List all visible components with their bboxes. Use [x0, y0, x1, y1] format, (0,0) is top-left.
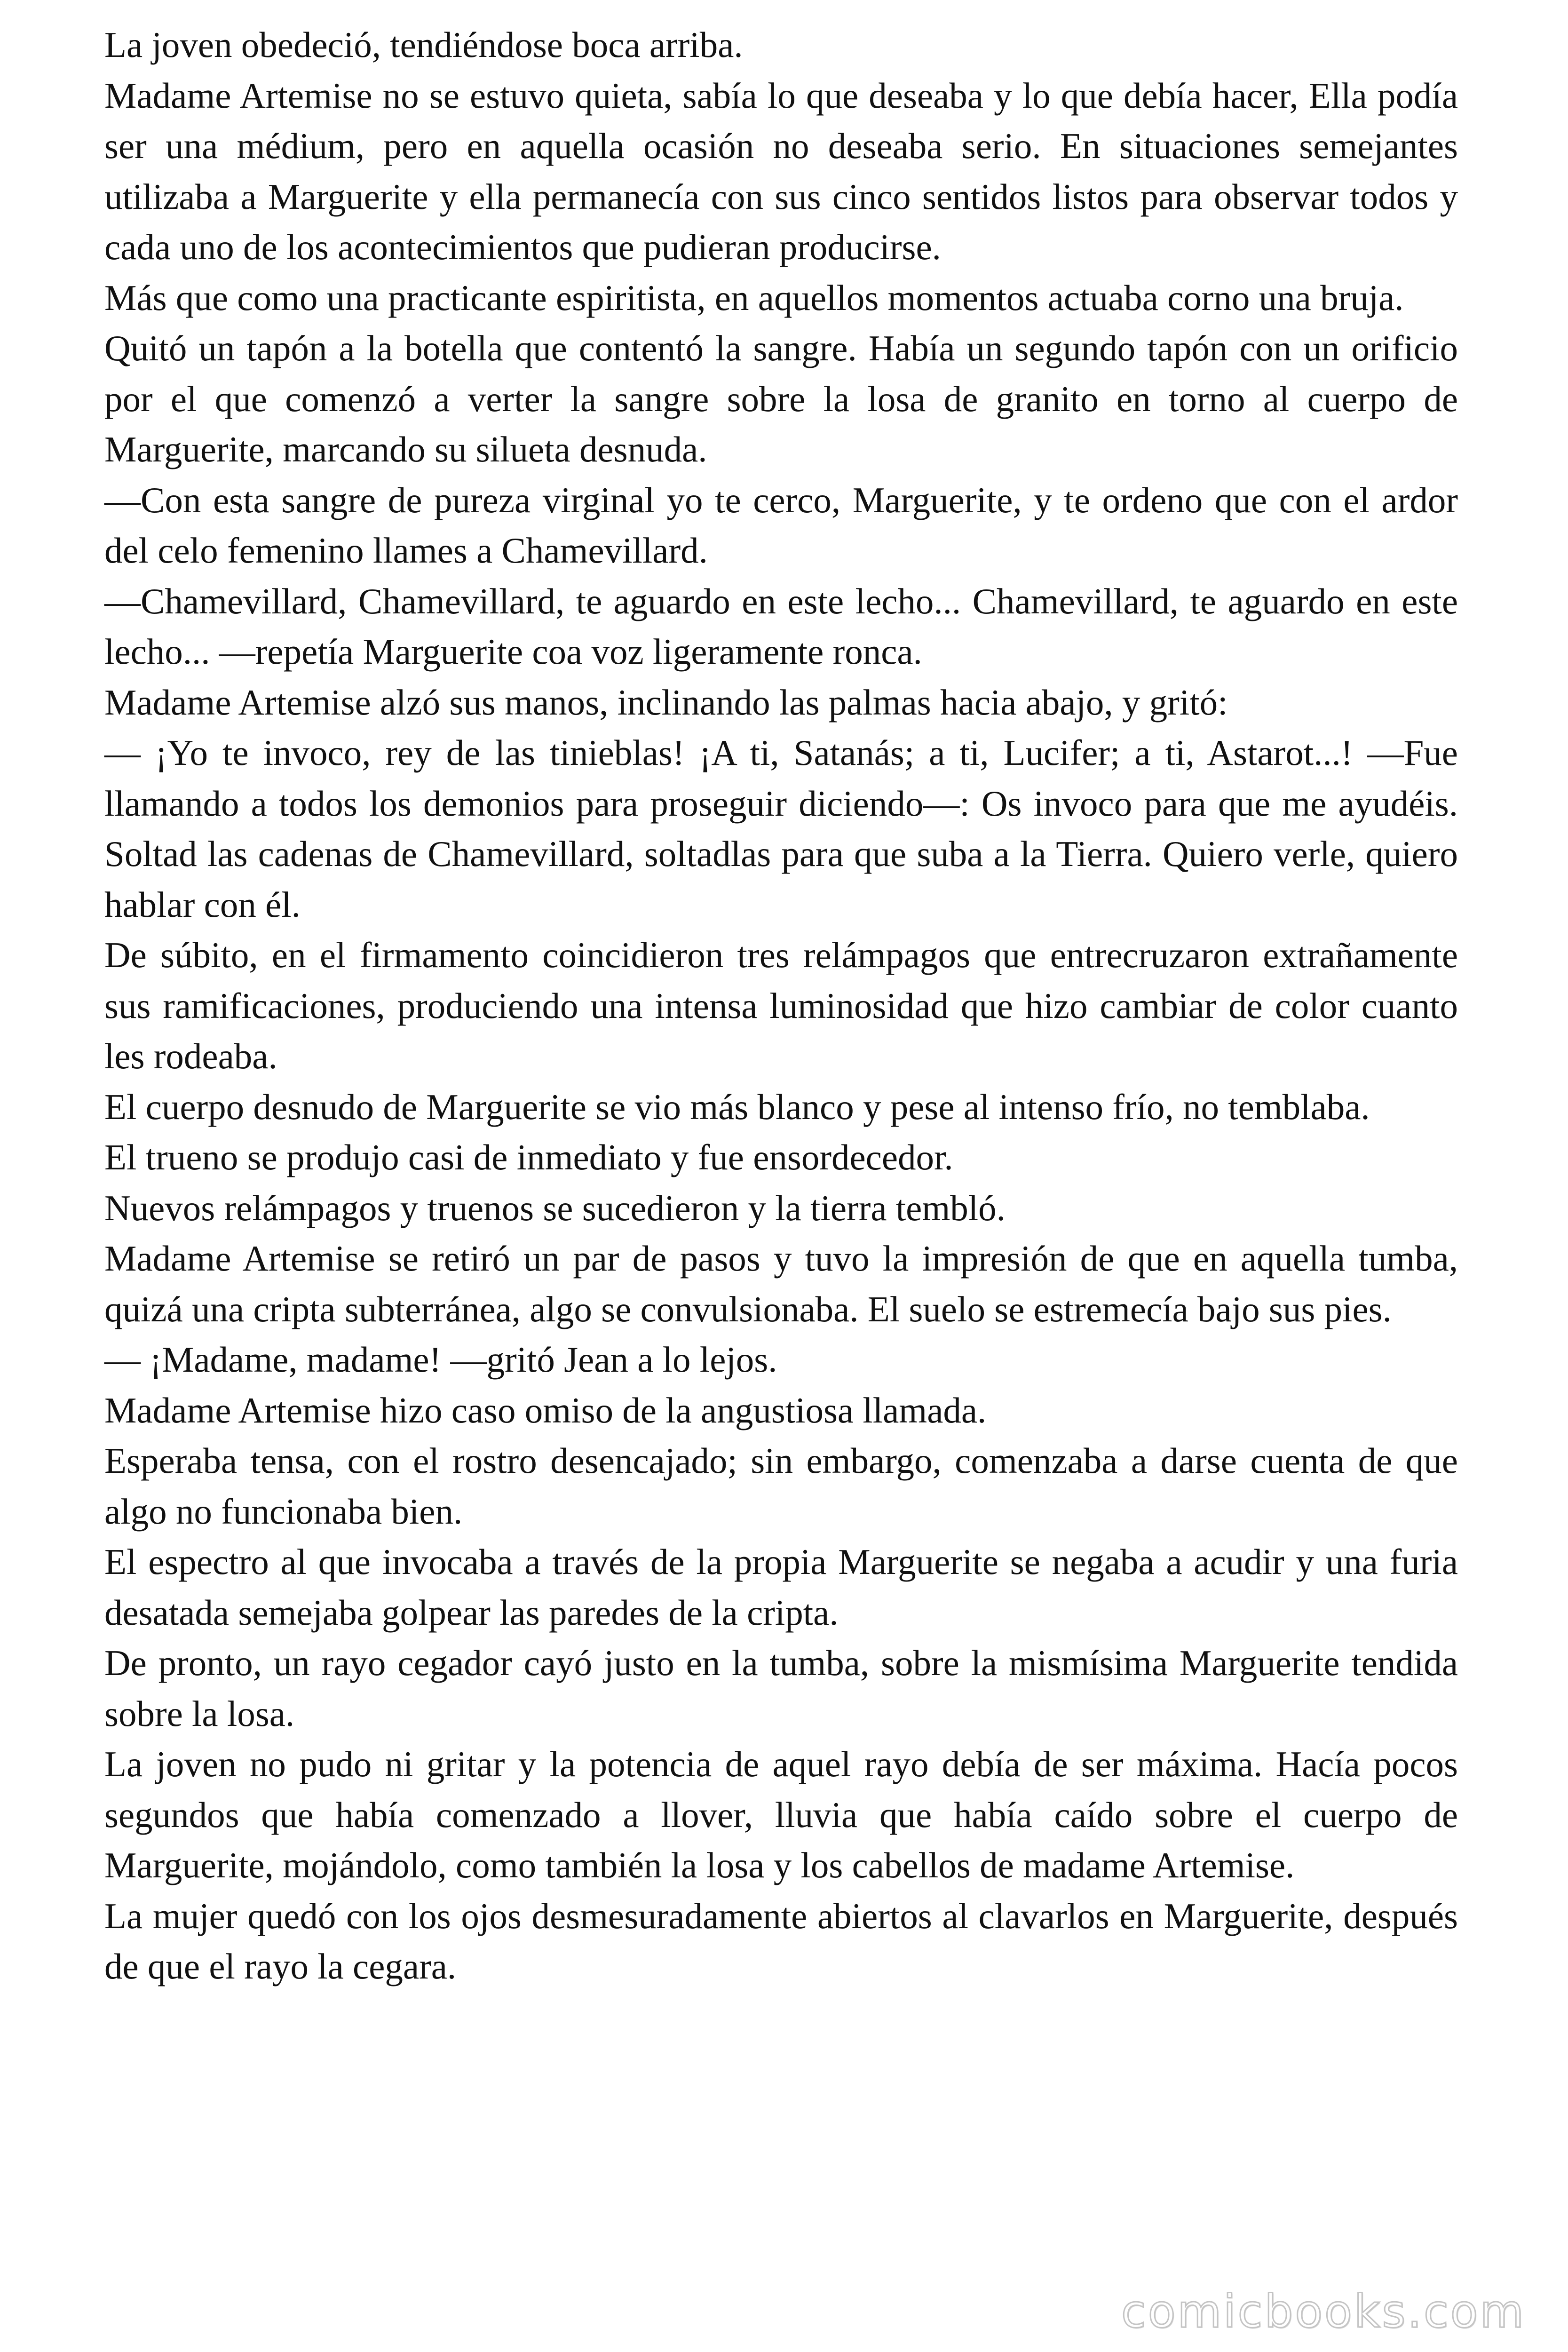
- paragraph: El espectro al que invocaba a través de la propia Marguerite se negaba a acudir y una furia desatada semejaba golpear las paredes de la cripta.: [104, 1542, 1458, 1633]
- paragraph: La joven no pudo ni gritar y la potencia de aquel rayo debía de ser máxima. Hacía pocos segundos que había comenzado a llover, lluvia que había caído sobre el cuerpo de Marguerite, mojándolo, como también la losa y los cabellos de madame Artemise.: [104, 1744, 1458, 1885]
- paragraph: Nuevos relámpagos y truenos se sucedieron y la tierra tembló.: [104, 1187, 1006, 1228]
- paragraph: La mujer quedó con los ojos desmesuradamente abiertos al clavarlos en Marguerite, después de que el rayo la cegara.: [104, 1895, 1458, 1986]
- watermark: comicbooks.com: [1121, 2285, 1526, 2338]
- paragraph: Madame Artemise se retiró un par de pasos y tuvo la impresión de que en aquella tumba, quizá una cripta subterránea, algo se convulsionaba. El suelo se estremecía bajo sus pies.: [104, 1238, 1458, 1329]
- paragraph: —Chamevillard, Chamevillard, te aguardo en este lecho... Chamevillard, te aguardo en este lecho... —repetía Marguerite coa voz ligeramente ronca.: [104, 580, 1458, 672]
- paragraph: La joven obedeció, tendiéndose boca arriba.: [104, 24, 743, 65]
- paragraph: El cuerpo desnudo de Marguerite se vio más blanco y pese al intenso frío, no temblaba.: [104, 1086, 1370, 1127]
- paragraph: —Con esta sangre de pureza virginal yo te cerco, Marguerite, y te ordeno que con el ardor del celo femenino llames a Chamevillard.: [104, 479, 1458, 571]
- paragraph: Esperaba tensa, con el rostro desencajado; sin embargo, comenzaba a darse cuenta de que algo no funcionaba bien.: [104, 1440, 1458, 1532]
- paragraph: Madame Artemise no se estuvo quieta, sabía lo que deseaba y lo que debía hacer, Ella podía ser una médium, pero en aquella ocasión no deseaba serio. En situaciones semejantes utilizaba a Marguerite y ella permanecía con sus cinco sentidos listos para observar todos y cada uno de los acontecimientos que pudieran producirse.: [104, 75, 1458, 267]
- paragraph: De súbito, en el firmamento coincidieron tres relámpagos que entrecruzaron extrañamente sus ramificaciones, produciendo una intensa luminosidad que hizo cambiar de color cuanto les rodeaba.: [104, 935, 1458, 1076]
- paragraph: De pronto, un rayo cegador cayó justo en la tumba, sobre la mismísima Marguerite tendida sobre la losa.: [104, 1643, 1458, 1734]
- paragraph: Más que como una practicante espiritista, en aquellos momentos actuaba corno una bruja.: [104, 277, 1404, 318]
- paragraph: Madame Artemise hizo caso omiso de la angustiosa llamada.: [104, 1390, 987, 1430]
- page-body: [104, 20, 1458, 1992]
- paragraph: El trueno se produjo casi de inmediato y fue ensordecedor.: [104, 1137, 953, 1177]
- paragraph: Quitó un tapón a la botella que contentó la sangre. Había un segundo tapón con un orificio por el que comenzó a verter la sangre sobre la losa de granito en torno al cuerpo de Marguerite, marcando su silueta desnuda.: [104, 328, 1458, 469]
- paragraph: — ¡Yo te invoco, rey de las tinieblas! ¡A ti, Satanás; a ti, Lucifer; a ti, Astarot...! —Fue llamando a todos los demonios para proseguir diciendo—: Os invoco para que me ayudéis. Soltad las cadenas de Chamevillard, soltadlas para que suba a la Tierra. Quiero verle, quiero hablar con él.: [104, 732, 1458, 925]
- paragraph: — ¡Madame, madame! —gritó Jean a lo lejos.: [104, 1339, 777, 1380]
- paragraph: Madame Artemise alzó sus manos, inclinando las palmas hacia abajo, y gritó:: [104, 682, 1228, 723]
